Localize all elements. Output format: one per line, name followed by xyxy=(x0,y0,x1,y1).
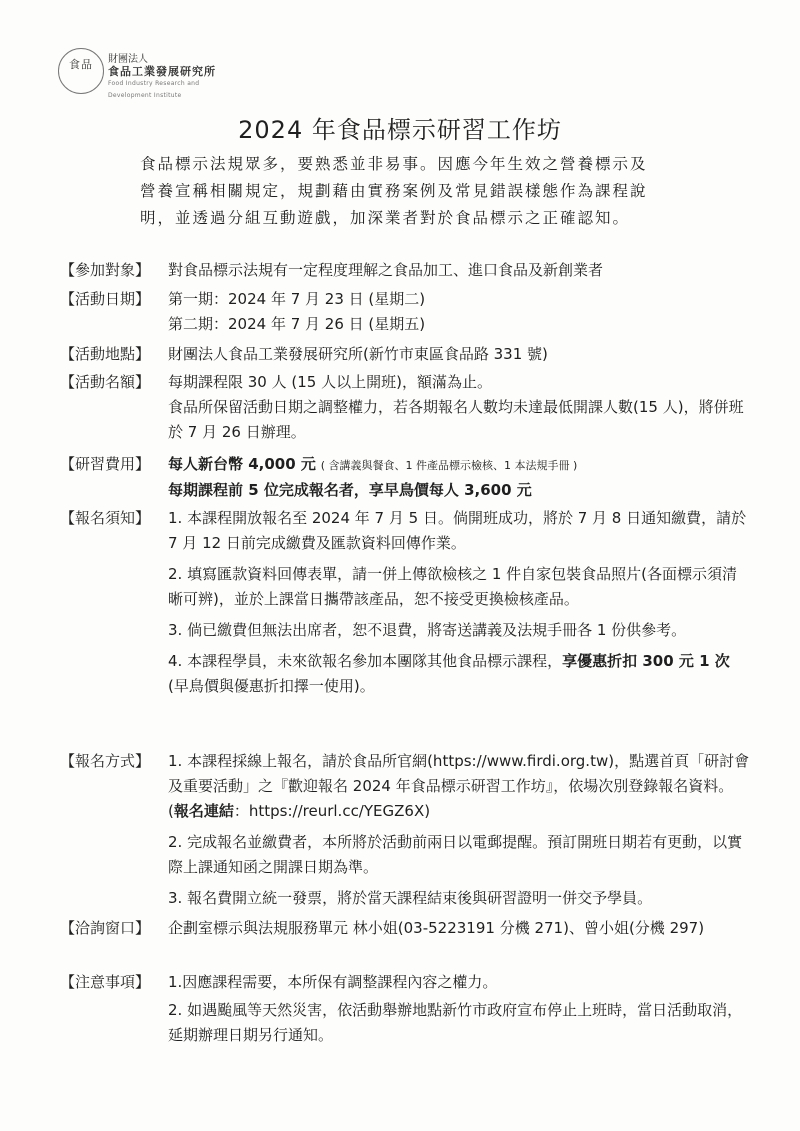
section-label: 【參加對象】 xyxy=(60,261,151,279)
section-label: 【報名須知】 xyxy=(60,509,151,527)
org-logo xyxy=(58,44,218,100)
section-label: 【研習費用】 xyxy=(60,455,151,473)
org-name: 食品工業發展研究所 xyxy=(108,65,216,78)
intro-line: 營養宣稱相關規定，規劃藉由實務案例及常見錯誤樣態作為課程說 xyxy=(140,182,648,200)
audience-text: 對食品標示法規有一定程度理解之食品加工、進口食品及新創業者 xyxy=(168,261,604,279)
method-item-2: 2. 完成報名並繳費者，本所將於活動前兩日以電郵提醒。預訂開班日期若有更動，以實際上課通知函之開課日期為準。 xyxy=(168,833,743,876)
date-first: 第一期：2024 年 7 月 23 日 (星期二) xyxy=(168,290,426,308)
remarks-item-1: 1.因應課程需要，本所保有調整課程內容之權力。 xyxy=(168,973,498,991)
fee-main: 每人新台幣 4,000 元 xyxy=(168,455,316,473)
org-name-en: Food Industry Research and Development Institute xyxy=(108,80,200,99)
venue-text: 財團法人食品工業發展研究所(新竹市東區食品路 331 號) xyxy=(168,345,548,363)
section-label: 【活動日期】 xyxy=(60,290,151,308)
section-remarks xyxy=(60,970,750,1048)
contact-text: 企劃室標示與法規服務單元 林小姐(03-5223191 分機 271)、曾小姐(分機 297) xyxy=(168,919,705,937)
section-dates xyxy=(60,287,750,337)
fee-note: ( 含講義與餐食、1 件產品標示檢核、1 本法規手冊 ) xyxy=(320,459,578,472)
section-method xyxy=(60,749,750,911)
notice-item-2: 2. 填寫匯款資料回傳表單，請一併上傳欲檢核之 1 件自家包裝食品照片(各面標示須清晰可辨)，並於上課當日攜帶該產品，恕不接受更換檢核產品。 xyxy=(168,565,738,608)
discount-highlight: 享優惠折扣 300 元 1 次 xyxy=(562,652,730,670)
section-notice xyxy=(60,506,750,699)
section-label: 【注意事項】 xyxy=(60,973,151,991)
quota-line2: 食品所保留活動日期之調整權力，若各期報名人數均未達最低開課人數(15 人)，將併班於 7 月 26 日辦理。 xyxy=(168,398,744,441)
section-contact xyxy=(60,916,750,941)
remarks-item-2: 2. 如遇颱風等天然災害，依活動舉辦地點新竹市政府宣布停止上班時，當日活動取消，延期辦理日期另行通知。 xyxy=(168,1001,743,1044)
org-emblem-glyph: 食品 xyxy=(69,58,93,71)
date-second: 第二期：2024 年 7 月 26 日 (星期五) xyxy=(168,315,426,333)
org-name-block xyxy=(108,54,218,102)
section-audience xyxy=(60,258,750,283)
section-label: 【活動地點】 xyxy=(60,345,151,363)
intro-paragraph xyxy=(140,151,700,232)
section-quota xyxy=(60,370,750,445)
notice-item-1: 1. 本課程開放報名至 2024 年 7 月 5 日。倘開班成功，將於 7 月 8 日通知繳費，請於 7 月 12 日前完成繳費及匯款資料回傳作業。 xyxy=(168,509,747,552)
section-label: 【洽詢窗口】 xyxy=(60,919,151,937)
intro-line: 食品標示法規眾多，要熟悉並非易事。因應今年生效之營養標示及 xyxy=(140,155,648,173)
quota-line1: 每期課程限 30 人 (15 人以上開班)，額滿為止。 xyxy=(168,373,492,391)
intro-line: 明，並透過分組互動遊戲，加深業者對於食品標示之正確認知。 xyxy=(140,209,631,227)
org-emblem xyxy=(58,48,104,94)
notice-item-3: 3. 倘已繳費但無法出席者，恕不退費，將寄送講義及法規手冊各 1 份供參考。 xyxy=(168,621,687,639)
fee-early: 每期課程前 5 位完成報名者，享早鳥價每人 3,600 元 xyxy=(168,481,532,499)
register-link-label: 報名連結 xyxy=(173,802,234,820)
notice-item-4: 4. 本課程學員，未來欲報名參加本團隊其他食品標示課程，享優惠折扣 300 元 1 次(早鳥價與優惠折扣擇一使用)。 xyxy=(168,652,730,695)
section-label: 【報名方式】 xyxy=(60,752,151,770)
org-type: 財團法人 xyxy=(108,54,148,65)
section-venue xyxy=(60,342,750,367)
register-link[interactable]: ：https://reurl.cc/YEGZ6X) xyxy=(233,802,431,820)
method-item-3: 3. 報名費開立統一發票，將於當天課程結束後與研習證明一併交予學員。 xyxy=(168,889,653,907)
page-title: 2024 年食品標示研習工作坊 xyxy=(238,116,562,144)
method-item-1: 1. 本課程採線上報名，請於食品所官網(https://www.firdi.org.tw)，點選首頁「研討會及重要活動」之『歡迎報名 2024 年食品標示研習工作坊』，依場次別登錄報名資料。(報名連結：https://reurl.cc/YEGZ6X) xyxy=(168,752,750,820)
section-fee xyxy=(60,452,750,503)
section-label: 【活動名額】 xyxy=(60,373,151,391)
